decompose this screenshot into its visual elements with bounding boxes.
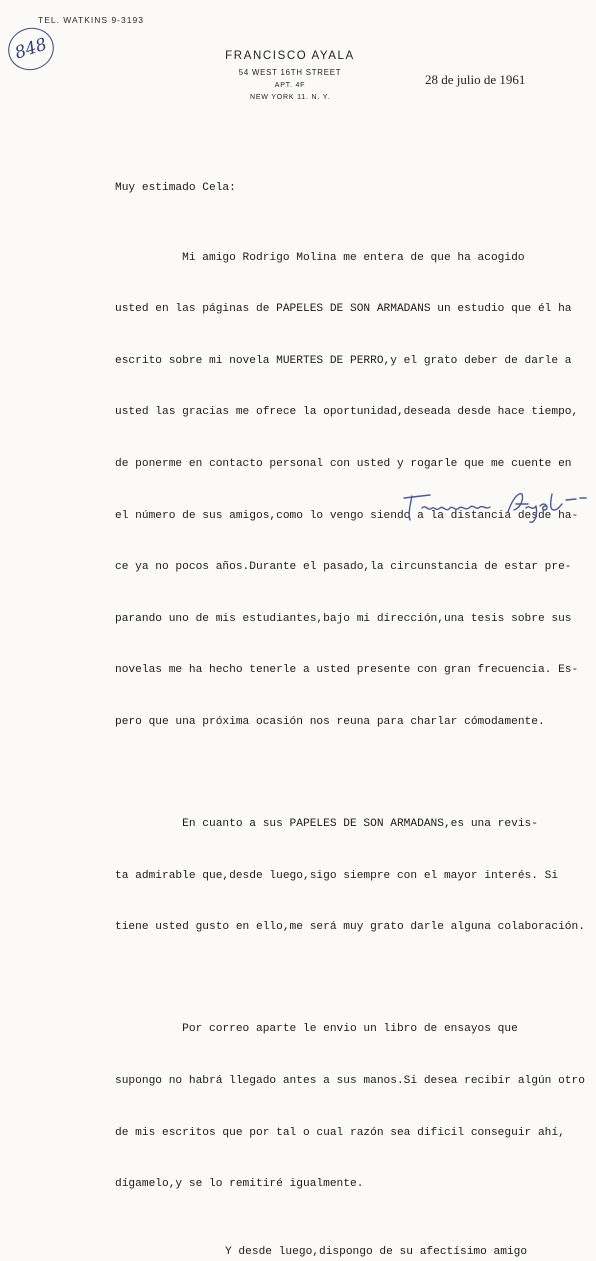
paragraph-line: Por correo aparte le envio un libro de ensayos que (115, 1023, 518, 1036)
sender-apartment: APT. 4F (274, 82, 306, 89)
letter-body (115, 180, 585, 1261)
paragraph-line: ce ya no pocos años.Durante el pasado,la circunstancia de estar pre- (115, 561, 572, 574)
paragraph-2 (115, 782, 585, 971)
paragraph-line: ta admirable que,desde luego,sigo siempre con el mayor interés. Si (115, 869, 559, 882)
letter-date: 28 de julio de 1961 (425, 72, 526, 87)
sender-name: FRANCISCO AYALA (225, 50, 355, 62)
sender-street: 54 WEST 16TH STREET (238, 68, 342, 77)
archive-number-stamp: 848 (3, 22, 60, 76)
paragraph-line: pero que una próxima ocasión nos reuna para charlar cómodamente. (115, 716, 545, 729)
letterhead (210, 50, 370, 101)
paragraph-line: de ponerme en contacto personal con usted y rogarle que me cuente en (115, 458, 572, 471)
paragraph-line: tiene usted gusto en ello,me será muy grato darle alguna colaboración. (115, 921, 585, 934)
handwritten-signature (400, 486, 590, 526)
paragraph-line: escrito sobre mi novela MUERTES DE PERRO,y el grato deber de darle a (115, 354, 572, 367)
paragraph-line: el número de sus amigos,como lo vengo siendo a la distancia desde ha- (115, 509, 579, 522)
sender-city: NEW YORK 11. N. Y. (249, 94, 331, 101)
paragraph-line: usted en las páginas de PAPELES DE SON ARMADANS un estudio que él ha (115, 303, 572, 316)
paragraph-line: novelas me ha hecho tenerle a usted presente con gran frecuencia. Es- (115, 664, 579, 677)
paragraph-line: usted las gracias me ofrece la oportunidad,deseada desde hace tiempo, (115, 406, 579, 419)
paragraph-line: de mis escritos que por tal o cual razón sea dificil conseguir ahí, (115, 1126, 565, 1139)
paragraph-line: dígamelo,y se lo remitiré igualmente. (115, 1178, 364, 1191)
paragraph-line: Mi amigo Rodrigo Molina me entera de que ha acogido (115, 251, 525, 264)
paragraph-3 (115, 987, 585, 1228)
telephone-number: TEL. WATKINS 9-3193 (38, 15, 144, 25)
closing-line: Y desde luego,dispongo de su afectísimo amigo (225, 1245, 528, 1258)
paragraph-line: En cuanto a sus PAPELES DE SON ARMADANS,es una revis- (115, 818, 538, 831)
salutation: Muy estimado Cela: (115, 182, 236, 194)
paragraph-line: parando uno de mis estudiantes,bajo mi dirección,una tesis sobre sus (115, 612, 572, 625)
paragraph-line: supongo no habrá llegado antes a sus manos.Si desea recibir algún otro (115, 1074, 585, 1087)
